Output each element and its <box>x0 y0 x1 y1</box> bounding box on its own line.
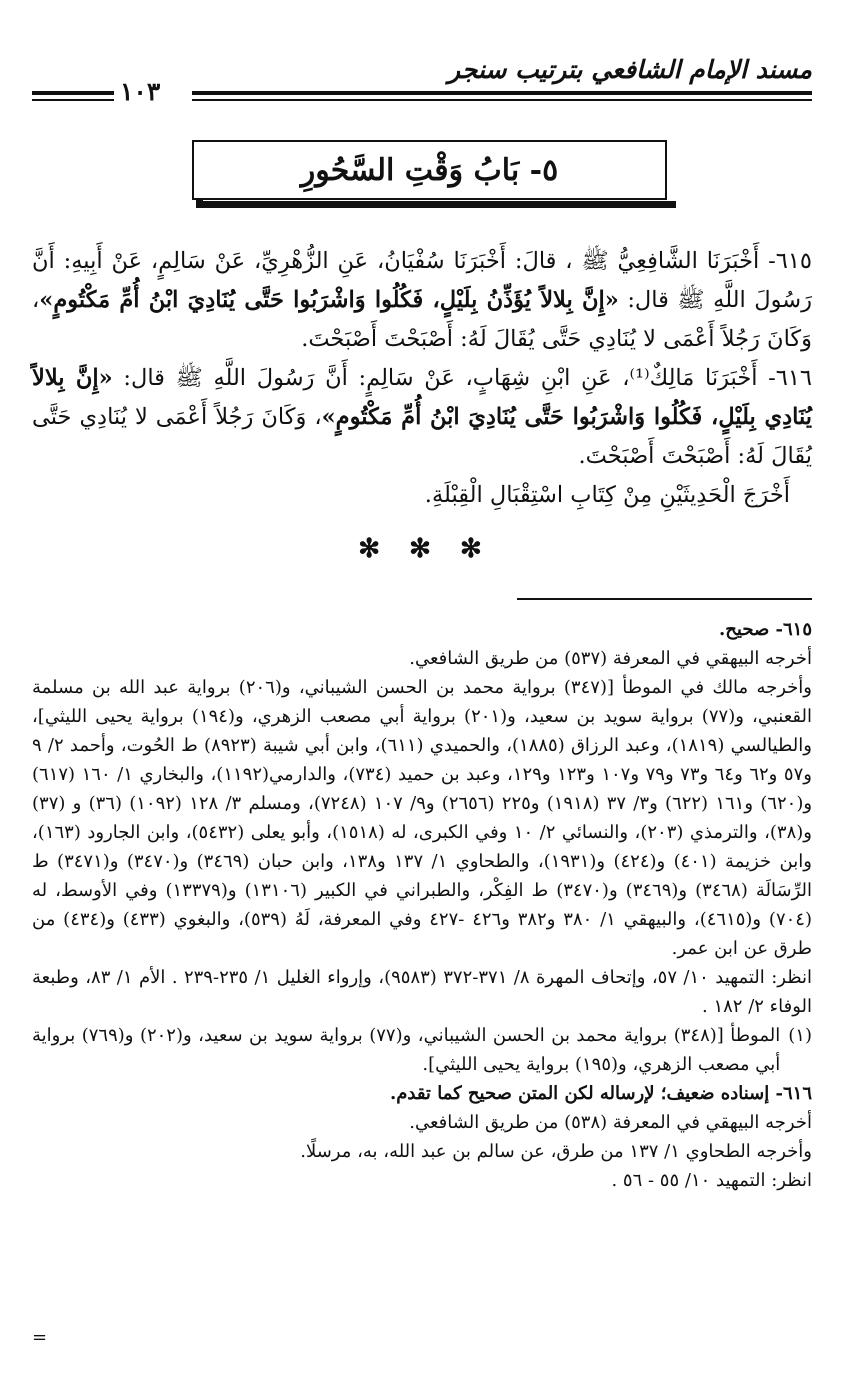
hadith-616-end: ، وَكَانَ رَجُلاً أَعْمَى لا يُنَادِي حَتَّى يُقَالَ لَهُ: أَصْبَحْتَ أَصْبَحْتَ. <box>32 404 812 469</box>
page-number: ١٠٣ <box>120 77 161 106</box>
hadith-615-intro: ٦١٥- أَخْبَرَنَا الشَّافِعِيُّ ﷺ ، قالَ: أَخْبَرَنَا سُفْيَانُ، عَنِ الزُّهْرِيِّ، عَنْ سَالِمٍ، عَنْ أَبِيهِ: أَنَّ رَسُولَ اللَّهِ ﷺ قال: <box>32 248 812 313</box>
footnote-1-text: الموطأ [(٣٤٨) برواية محمد بن الحسن الشيباني، و(٧٧) برواية سويد بن سعيد، و(٢٠٢) و(٧٦٩) برواية أبي مصعب الزهري، و(١٩٥) برواية يحيى الليثي]. <box>32 1025 781 1075</box>
hadith-615 <box>32 242 812 359</box>
footnotes <box>32 615 812 1195</box>
footnote-1-marker: (١) <box>788 1025 812 1046</box>
footnote-1 <box>32 1021 812 1079</box>
chapter-heading-box <box>192 140 667 200</box>
hadith-615-end: ، وَكَانَ رَجُلاً أَعْمَى لا يُنَادِي حَتَّى يُقَالَ لَهُ: أَصْبَحْتَ أَصْبَحْتَ. <box>32 287 812 352</box>
chapter-title: ٥- بَابُ وَقْتِ السَّحُورِ <box>300 153 559 188</box>
note-616-line-3: انظر: التمهيد ١٠/ ٥٥ - ٥٦ . <box>611 1170 812 1191</box>
continuation-mark: = <box>32 1327 48 1348</box>
note-616-line-2: وأخرجه الطحاوي ١/ ١٣٧ من طرق، عن سالم بن عبد الله، به، مرسلًا. <box>300 1141 812 1162</box>
note-615-line-3: انظر: التمهيد ١٠/ ٥٧، وإتحاف المهرة ٨/ ٣٧١-٣٧٢ (٩٥٨٣)، وإرواء الغليل ١/ ٢٣٥-٢٣٩ . الأم ١/ ٨٣، وطبعة الوفاء ٢/ ١٨٢ . <box>32 967 812 1017</box>
hadith-616 <box>32 359 812 476</box>
main-text <box>32 242 812 515</box>
hadith-616-quote: «إِنَّ بِلالاً يُنَادِي بِلَيْلٍ، فَكُلُوا وَاشْرَبُوا حَتَّى يُنَادِيَ ابْنُ أُمِّ مَكْتُومٍ» <box>32 365 812 430</box>
hadith-615-quote: «إِنَّ بِلالاً يُؤَذِّنُ بِلَيْلٍ، فَكُلُوا وَاشْرَبُوا حَتَّى يُنَادِيَ ابْنُ أُمِّ مَكْتُومٍ» <box>39 287 619 313</box>
closing-line: أَخْرَجَ الْحَدِيثَيْنِ مِنْ كِتَابِ اسْتِقْبَالِ الْقِبْلَةِ. <box>424 482 790 508</box>
running-title: مسند الإمام الشافعي بترتيب سنجر <box>448 55 812 84</box>
note-616-heading: ٦١٦- إسناده ضعيف؛ لإرساله لكن المتن صحيح كما تقدم. <box>389 1083 812 1104</box>
hadith-616-intro: ٦١٦- أَخْبَرَنَا مَالِكٌ⁽¹⁾، عَنِ ابْنِ شِهَابٍ، عَنْ سَالِمٍ: أَنَّ رَسُولَ اللَّهِ ﷺ قال: <box>123 365 813 391</box>
page-header <box>32 55 812 105</box>
section-separator: ✻ ✻ ✻ <box>358 534 492 564</box>
note-615-heading: ٦١٥- صحيح. <box>719 619 812 640</box>
note-615-line-1: أخرجه البيهقي في المعرفة (٥٣٧) من طريق الشافعي. <box>409 648 812 669</box>
note-616-line-1: أخرجه البيهقي في المعرفة (٥٣٨) من طريق الشافعي. <box>409 1112 812 1133</box>
header-rule-short <box>32 91 114 101</box>
header-rule <box>192 91 812 101</box>
note-615-line-2: وأخرجه مالك في الموطأ [(٣٤٧) برواية محمد بن الحسن الشيباني، و(٢٠٦) برواية عبد الله بن مسلمة القعنبي، و(٧٧) برواية سويد بن سعيد، و(٢٠١) برواية أبي مصعب الزهري، و(١٩٤) برواية يحيى الليثي]، والطيالسي (١٨١٩)، وعبد الرزاق (١٨٨٥)، والحميدي (٦١١)، وابن أبي شيبة (٨٩٢٣) ط الحُوت، وأحمد ٢/ ٩ و٥٧ و٦٢ و٦٤ و٧٣ و٧٩ و١٠٧ و١٢٣ و١٢٩، وعبد بن حميد (٧٣٤)، والدارمي(١١٩٢)، والبخاري ١/ ١٦٠ (٦١٧) و(٦٢٠) و١٦١ (٦٢٢) و٣/ ٣٧ (١٩١٨) و٢٢٥ (٢٦٥٦) و٩/ ١٠٧ (٧٢٤٨)، ومسلم ٣/ ١٢٨ (١٠٩٢) (٣٦) و (٣٧) و(٣٨)، والترمذي (٢٠٣)، والنسائي ٢/ ١٠ وفي الكبرى، له (١٥١٨)، وأبو يعلى (٥٤٣٢)، وابن الجارود (١٦٣)، وابن خزيمة (٤٠١) و(٤٢٤) و(١٩٣١)، والطحاوي ١/ ١٣٧ و١٣٨، وابن حبان (٣٤٦٩) و(٣٤٧٠) و(٣٤٧١) ط الرِّسَالَة (٣٤٦٨) و(٣٤٦٩) و(٣٤٧٠) ط الفِكْر، والطبراني في الكبير (١٣١٠٦) و(١٣٣٧٩) وفي الأوسط، له (٧٠٤) و(٤٦١٥)، والبيهقي ١/ ٣٨٠ و٣٨٢ و٤٢٦ -٤٢٧ وفي المعرفة، لَهُ (٥٣٩)، والبغوي (٤٣٣) و(٤٣٤) من طرق عن ابن عمر. <box>32 677 813 959</box>
footnote-divider <box>517 598 812 600</box>
